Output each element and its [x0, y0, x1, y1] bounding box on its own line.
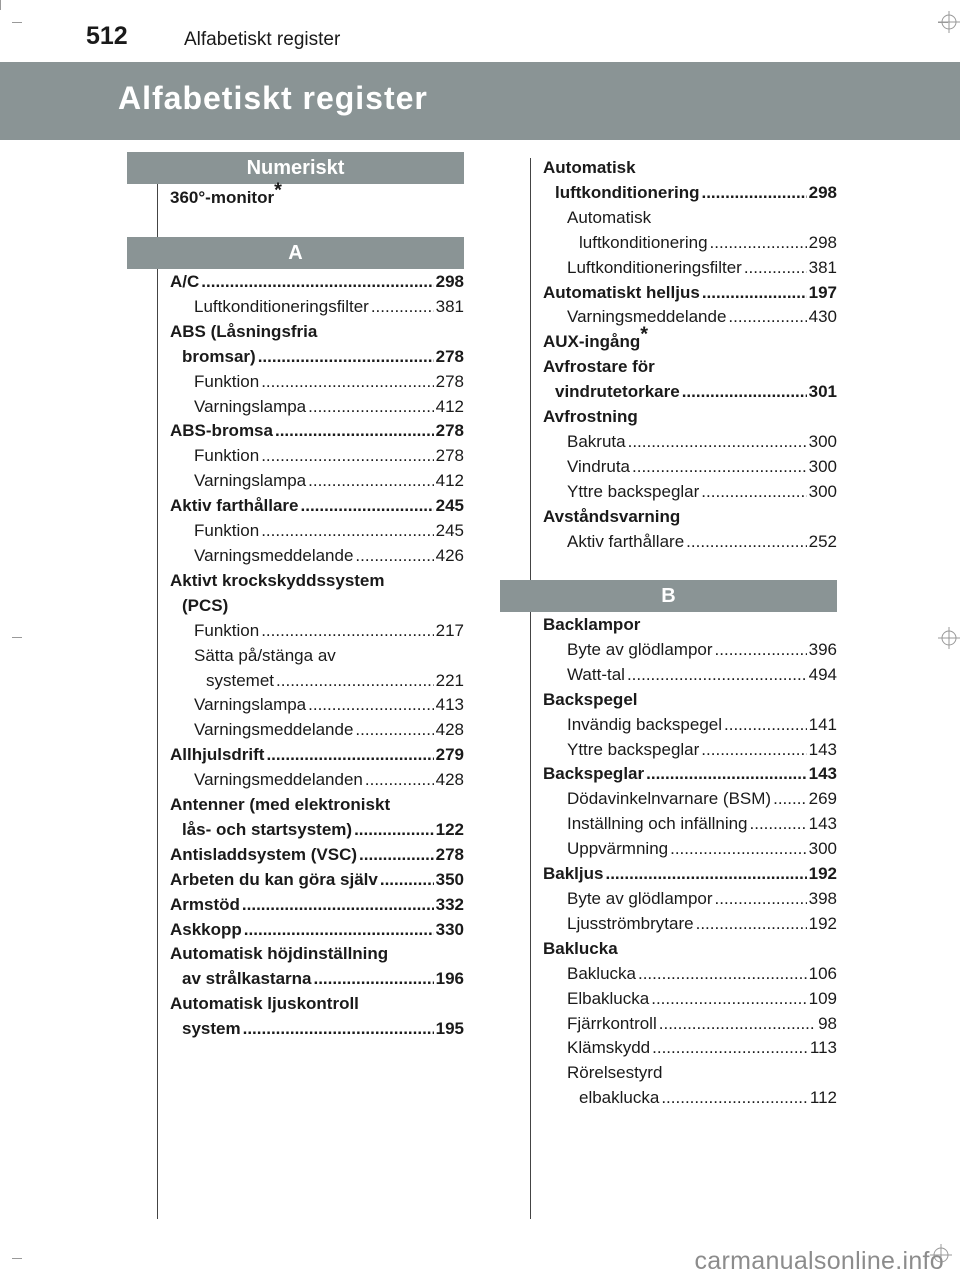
- index-entry: Avfrostning: [543, 407, 638, 427]
- section-heading-a: A: [127, 237, 464, 269]
- index-entry: Aktivt krockskyddssystem: [170, 570, 385, 590]
- index-subentry: Funktion ..... 217: [170, 619, 464, 644]
- index-subentry: Funktion ..... 245: [170, 519, 464, 544]
- index-subentry: Vindruta ..... 300: [543, 455, 837, 480]
- index-entry: Automatiskt helljus ..... 197: [543, 281, 837, 306]
- running-title: Alfabetiskt register: [184, 29, 341, 50]
- index-subentry: Funktion ..... 278: [170, 444, 464, 469]
- index-entry: (PCS): [182, 595, 229, 615]
- index-entry: Armstöd ..... 332: [170, 893, 464, 918]
- index-subentry: Ljusströmbrytare ..... 192: [543, 912, 837, 937]
- numeric-entries: [170, 179, 464, 211]
- index-entry: [170, 179, 464, 211]
- title-band: [0, 62, 960, 140]
- index-entry: lås- och startsystem) ..... 122: [170, 818, 464, 843]
- index-subentry: Funktion ..... 278: [170, 370, 464, 395]
- registration-mark-icon: [938, 11, 960, 33]
- index-entry: Avfrostare för: [543, 357, 655, 377]
- index-entry: system ..... 195: [170, 1017, 464, 1042]
- index-subentry: Luftkonditioneringsfilter ..... 381: [543, 256, 837, 281]
- index-entry: av strålkastarna ..... 196: [170, 967, 464, 992]
- index-subentry: Invändig backspegel ..... 141: [543, 713, 837, 738]
- index-entry: A/C ..... 298: [170, 270, 464, 295]
- a-cont-entries: [543, 156, 837, 555]
- a-entries: [170, 270, 464, 1042]
- index-entry: Backspegel: [543, 689, 638, 709]
- b-entries: [543, 613, 837, 1111]
- right-column-rule: [530, 158, 531, 1219]
- registration-mark-icon: [938, 627, 960, 649]
- section-heading-b: B: [500, 580, 837, 612]
- crop-mark: [12, 22, 22, 23]
- footnote-mark: *: [274, 179, 282, 202]
- index-subentry: Varningsmeddelande ..... 426: [170, 544, 464, 569]
- entry-label: 360°-monitor*: [170, 179, 282, 207]
- index-subentry: Varningslampa ..... 413: [170, 693, 464, 718]
- index-subentry: Automatisk: [567, 207, 652, 227]
- crop-mark: [12, 637, 22, 638]
- index-subentry: Klämskydd ..... 113: [543, 1036, 837, 1061]
- index-entry: Automatisk: [543, 158, 636, 177]
- page-number: 512: [86, 22, 128, 50]
- index-entry: Automatisk ljuskontroll: [170, 994, 359, 1014]
- index-subentry: Bakruta ..... 300: [543, 430, 837, 455]
- index-entry: luftkonditionering ..... 298: [543, 181, 837, 206]
- index-entry: Baklucka: [543, 938, 618, 958]
- footnote-mark: *: [640, 323, 649, 346]
- index-entry: Aktiv farthållare ..... 245: [170, 494, 464, 519]
- index-subentry: Baklucka ..... 106: [543, 962, 837, 987]
- crop-mark: [0, 0, 1, 10]
- index-subentry: Aktiv farthållare ..... 252: [543, 530, 837, 555]
- index-subentry: Luftkonditioneringsfilter ..... 381: [170, 295, 464, 320]
- index-entry: Automatisk höjdinställning: [170, 944, 389, 964]
- index-subentry: Varningsmeddelande ..... 430: [543, 305, 837, 330]
- index-subentry: Varningsmeddelanden ..... 428: [170, 768, 464, 793]
- index-entry: Antenner (med elektroniskt: [170, 795, 391, 815]
- index-entry: AUX-ingång*: [543, 323, 649, 352]
- left-column-rule: [157, 183, 158, 1219]
- page-title: Alfabetiskt register: [118, 80, 428, 116]
- section-heading-numeric: Numeriskt: [127, 152, 464, 184]
- crop-mark: [12, 1258, 22, 1259]
- index-entry: Allhjulsdrift ..... 279: [170, 743, 464, 768]
- index-entry: Backspeglar ..... 143: [543, 762, 837, 787]
- index-subentry: Byte av glödlampor ..... 396: [543, 638, 837, 663]
- index-subentry: Yttre backspeglar ..... 300: [543, 480, 837, 505]
- watermark: carmanualsonline.info: [694, 1247, 944, 1275]
- index-subentry: Fjärrkontroll ..... 98: [543, 1012, 837, 1037]
- index-entry: Antisladdsystem (VSC) ..... 278: [170, 843, 464, 868]
- index-subentry: Varningslampa ..... 412: [170, 395, 464, 420]
- index-subentry: Uppvärmning ..... 300: [543, 837, 837, 862]
- index-entry: bromsar) ..... 278: [170, 345, 464, 370]
- index-subentry: Rörelsestyrd: [567, 1063, 663, 1083]
- index-subentry: Inställning och infällning ..... 143: [543, 812, 837, 837]
- index-entry: vindrutetorkare ..... 301: [543, 380, 837, 405]
- index-subentry: Sätta på/stänga av: [194, 645, 336, 665]
- index-entry: Askkopp ..... 330: [170, 918, 464, 943]
- index-subentry: luftkonditionering ..... 298: [543, 231, 837, 256]
- index-subentry: Varningslampa ..... 412: [170, 469, 464, 494]
- index-subentry: Yttre backspeglar ..... 143: [543, 738, 837, 763]
- index-entry: Arbeten du kan göra själv ..... 350: [170, 868, 464, 893]
- index-subentry: elbaklucka ..... 112: [543, 1086, 837, 1111]
- index-entry: ABS (Låsningsfria: [170, 321, 318, 341]
- index-entry: Backlampor: [543, 615, 641, 634]
- index-subentry: Varningsmeddelande ..... 428: [170, 718, 464, 743]
- index-subentry: Byte av glödlampor ..... 398: [543, 887, 837, 912]
- index-subentry: systemet ..... 221: [170, 669, 464, 694]
- index-subentry: Elbaklucka ..... 109: [543, 987, 837, 1012]
- index-entry: Avståndsvarning: [543, 506, 681, 526]
- index-entry: ABS-bromsa ..... 278: [170, 419, 464, 444]
- index-subentry: Watt-tal ..... 494: [543, 663, 837, 688]
- index-entry: Bakljus ..... 192: [543, 862, 837, 887]
- index-subentry: Dödavinkelnvarnare (BSM) ..... 269: [543, 787, 837, 812]
